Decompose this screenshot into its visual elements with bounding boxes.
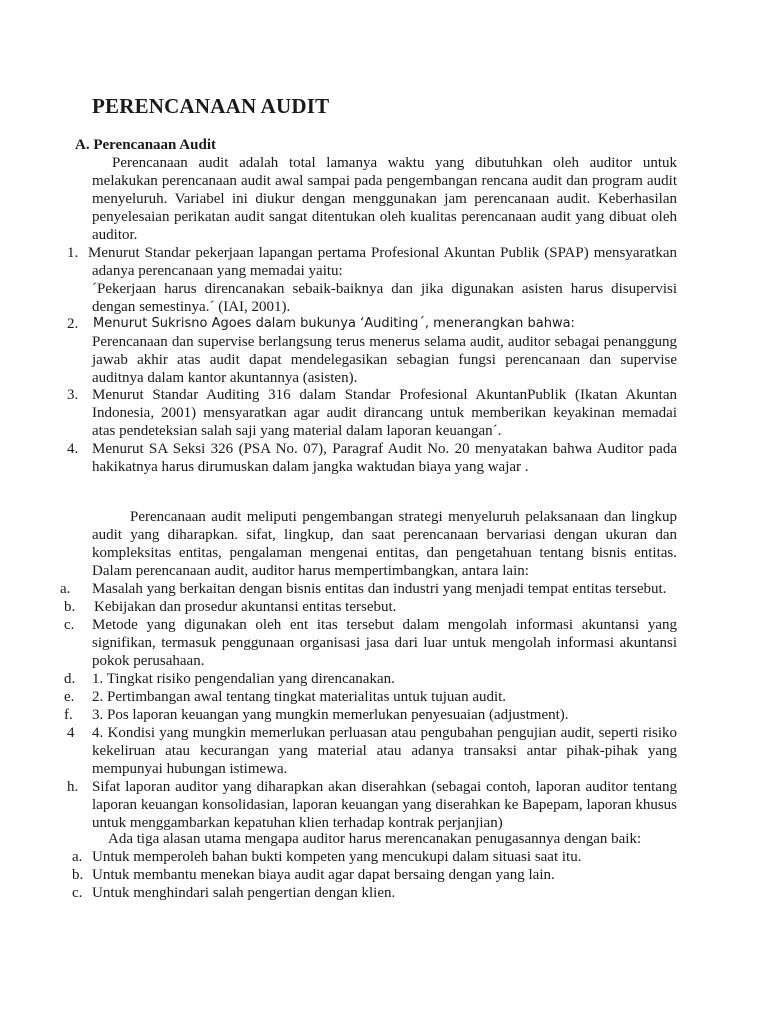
list-item-line: Sifat laporan auditor yang diharapkan akan diserahkan (sebagai contoh, laporan auditor tentang	[92, 779, 677, 795]
list-letter: b.	[64, 599, 76, 615]
list-item-line: Menurut Standar pekerjaan lapangan pertama Profesional Akuntan Publik (SPAP) mensyaratkan	[88, 245, 677, 261]
list-item-text: Untuk menghindari salah pengertian dengan klien.	[92, 885, 396, 901]
list-item-line: jawab akhir atas audit dapat mendelegasikan sebagian fungsi perencanaan dan supervise	[92, 352, 677, 368]
list-item-line: Metode yang digunakan oleh ent itas tersebut dalam mengolah informasi akuntansi yang	[92, 617, 677, 633]
list-item	[92, 616, 677, 670]
paragraph-line: audit yang diharapkan. sifat, lingkup, dan saat perencanaan bervariasi dengan ukuran dan	[92, 527, 677, 543]
list-item	[88, 244, 677, 262]
list-item	[92, 440, 677, 476]
list-item	[92, 580, 677, 598]
paragraph-line: Perencanaan audit meliputi pengembangan strategi menyeluruh pelaksanaan dan lingkup	[130, 509, 677, 525]
list-item-lead: Menurut Sukrisno Agoes dalam bukunya ‘Auditing´, menerangkan bahwa:	[93, 316, 575, 331]
paragraph-line: menyeluruh. Variabel ini diukur dengan menggunakan jam perencanaan audit. Keberhasilan	[92, 191, 677, 207]
list-number: 4.	[67, 441, 79, 457]
list-item	[92, 778, 677, 832]
list-item-line: Kebijakan dan prosedur akuntansi entitas tersebut.	[94, 599, 397, 615]
list-letter: 4	[67, 725, 75, 741]
list-item-line: laporan keuangan konsolidasian, laporan keuangan yang diserahkan ke Bapepam, laporan khusus	[92, 797, 677, 813]
list-item	[92, 333, 677, 387]
list-letter: h.	[67, 779, 79, 795]
list-item-line: kekeliruan atau kecurangan yang material atau adanya transaksi antar pihak-pihak yang	[92, 743, 677, 759]
list-letter: e.	[64, 689, 75, 705]
list-item	[92, 706, 677, 724]
list-letter: a.	[72, 849, 83, 865]
list-item-line: atas pendeteksian salah saji yang material dalam laporan keuangan´.	[92, 423, 502, 439]
list-item-line: Menurut Standar Auditing 316 dalam Standar Profesional AkuntanPublik (Ikatan Akuntan	[92, 387, 677, 403]
list-item-line: Masalah yang berkaitan dengan bisnis entitas dan industri yang menjadi tempat entitas tersebut.	[92, 581, 667, 597]
list-item-line: 2. Pertimbangan awal tentang tingkat materialitas untuk tujuan audit.	[92, 689, 507, 705]
list-letter: c.	[64, 617, 75, 633]
list-item-line: Perencanaan dan supervise berlangsung terus menerus selama audit, auditor sebagai penanggung	[92, 334, 677, 350]
section-c-intro	[108, 830, 677, 848]
list-letter: f.	[64, 707, 73, 723]
paragraph-line: Ada tiga alasan utama mengapa auditor harus merencanakan penugasannya dengan baik:	[108, 831, 642, 847]
list-item-line: mempunyai hubungan istimewa.	[92, 761, 288, 777]
list-item-line: 4. Kondisi yang mungkin memerlukan perluasan atau pengubahan pengujian audit, seperti risiko	[92, 725, 677, 741]
list-number: 2.	[67, 316, 79, 332]
list-number: 3.	[67, 387, 79, 403]
paragraph-line: Perencanaan audit adalah total lamanya waktu yang dibutuhkan oleh auditor untuk	[112, 155, 677, 171]
list-item	[94, 598, 677, 616]
list-letter: a.	[60, 581, 71, 597]
list-letter: b.	[72, 867, 84, 883]
list-item-line: Indonesia, 2001) mensyaratkan agar audit dirancang untuk memberikan keyakinan memadai	[92, 405, 677, 421]
section-a-intro	[92, 154, 677, 244]
list-letter: c.	[72, 885, 83, 901]
list-item	[92, 688, 677, 706]
list-item	[92, 386, 677, 440]
list-item-line: ´Pekerjaan harus direncanakan sebaik-baiknya dan jika digunakan asisten harus disupervisi	[92, 281, 677, 297]
list-item-text: Untuk membantu menekan biaya audit agar dapat bersaing dengan yang lain.	[92, 867, 555, 883]
list-number: 1.	[67, 245, 79, 261]
list-item-line: dengan semestinya.´ (IAI, 2001).	[92, 299, 291, 315]
list-item-line: adanya perencanaan yang memadai yaitu:	[92, 263, 343, 279]
list-item-line: Menurut SA Seksi 326 (PSA No. 07), Paragraf Audit No. 20 menyatakan bahwa Auditor pada	[92, 441, 677, 457]
document-title: PERENCANAAN AUDIT	[92, 94, 330, 118]
list-item-continuation	[92, 262, 677, 316]
paragraph-line: Dalam perencanaan audit, auditor harus mempertimbangkan, antara lain:	[92, 563, 529, 579]
list-item-line: signifikan, termasuk penggunaan organisasi jasa dari luar untuk mengolah informasi akuntansi	[92, 635, 677, 651]
list-item-line: hakikatnya harus dirumuskan dalam jangka waktudan biaya yang wajar .	[92, 459, 529, 475]
paragraph-line: melakukan perencanaan audit awal sampai pada pengembangan rencana audit dan program audit	[92, 173, 677, 189]
section-b-intro	[92, 508, 677, 580]
list-item	[92, 670, 677, 688]
list-letter: d.	[64, 671, 76, 687]
list-item	[92, 724, 677, 778]
list-item-line: 1. Tingkat risiko pengendalian yang direncanakan.	[92, 671, 395, 687]
list-item-line: untuk menggambarkan kepatuhan klien terhadap kontrak perjanjian)	[92, 815, 503, 831]
list-item-text: Untuk memperoleh bahan bukti kompeten yang mencukupi dalam situasi saat itu.	[92, 849, 582, 865]
section-a-heading: A. Perencanaan Audit	[75, 137, 216, 153]
paragraph-line: auditor.	[92, 227, 138, 243]
list-item-line: 3. Pos laporan keuangan yang mungkin memerlukan penyesuaian (adjustment).	[92, 707, 569, 723]
list-item-line: pokok perusahaan.	[92, 653, 205, 669]
paragraph-line: penyelesaian perikatan audit sangat ditentukan oleh kualitas perencanaan audit yang dibuat oleh	[92, 209, 677, 225]
list-item-line: auditnya dalam kantor akuntannya (asisten).	[92, 370, 358, 386]
paragraph-line: kompleksitas entitas, pengalaman mengenai entitas, dan pengetahuan tentang bisnis entitas.	[92, 545, 677, 561]
